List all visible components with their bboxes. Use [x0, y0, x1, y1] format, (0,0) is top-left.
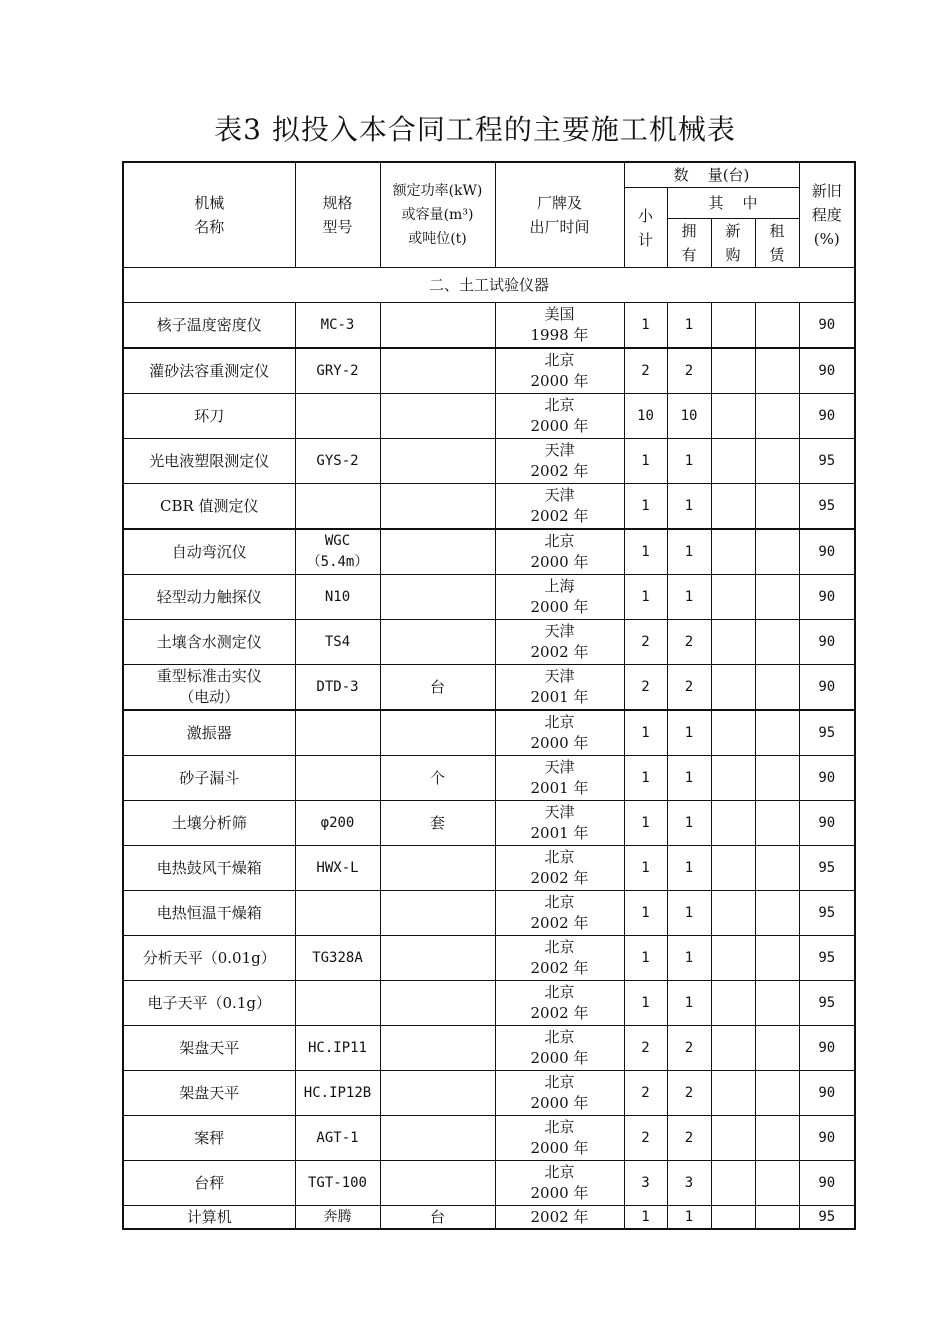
cell-condition: 90: [799, 801, 855, 846]
maker-origin: 北京: [544, 713, 575, 731]
cell-model: [295, 756, 380, 801]
cell-rent: [755, 1116, 799, 1161]
cell-power: [380, 1026, 495, 1071]
cell-maker: [495, 1071, 624, 1116]
cell-owned: 1: [667, 575, 711, 620]
page-title: 表3 拟投入本合同工程的主要施工机械表: [214, 113, 736, 146]
table-row: [123, 439, 855, 484]
cell-subtotal: 1: [624, 936, 667, 981]
cell-condition: 90: [799, 1161, 855, 1206]
cell-rent: [755, 665, 799, 711]
header-model: 规格 型号: [295, 162, 380, 268]
cell-maker: [495, 394, 624, 439]
cell-new-buy: [711, 1206, 755, 1230]
cell-new-buy: [711, 394, 755, 439]
cell-owned: 1: [667, 801, 711, 846]
cell-power: [380, 484, 495, 530]
cell-model: [295, 891, 380, 936]
maker-year: 2002 年: [530, 1208, 589, 1226]
header-rent: 租 赁: [755, 219, 799, 268]
cell-model: HC.IP11: [295, 1026, 380, 1071]
cell-model: [295, 394, 380, 439]
cell-maker: [495, 620, 624, 665]
cell-rent: [755, 756, 799, 801]
cell-rent: [755, 981, 799, 1026]
cell-power: [380, 981, 495, 1026]
maker-origin: 北京: [544, 1163, 575, 1181]
maker-year: 2002 年: [530, 869, 589, 887]
machinery-table: [122, 161, 856, 1230]
cell-name: 土壤含水测定仪: [123, 620, 295, 665]
cell-condition: 90: [799, 620, 855, 665]
cell-subtotal: 2: [624, 1026, 667, 1071]
maker-origin: 北京: [544, 1028, 575, 1046]
maker-year: 2000 年: [530, 553, 589, 571]
cell-power: [380, 1116, 495, 1161]
cell-owned: 2: [667, 1071, 711, 1116]
cell-rent: [755, 303, 799, 349]
cell-subtotal: 3: [624, 1161, 667, 1206]
cell-subtotal: 2: [624, 348, 667, 394]
maker-year: 2002 年: [530, 507, 589, 525]
header-power: 额定功率(kW) 或容量(m³) 或吨位(t): [380, 162, 495, 268]
cell-power: [380, 620, 495, 665]
cell-new-buy: [711, 1161, 755, 1206]
cell-condition: 90: [799, 1026, 855, 1071]
table-row: [123, 348, 855, 394]
table-row: [123, 394, 855, 439]
cell-subtotal: 2: [624, 665, 667, 711]
cell-owned: 10: [667, 394, 711, 439]
cell-model: TGT-100: [295, 1161, 380, 1206]
cell-condition: 90: [799, 665, 855, 711]
cell-maker: [495, 710, 624, 756]
cell-model: [295, 981, 380, 1026]
cell-owned: 2: [667, 620, 711, 665]
cell-condition: 95: [799, 981, 855, 1026]
cell-maker: [495, 891, 624, 936]
cell-rent: [755, 484, 799, 530]
cell-owned: 2: [667, 1026, 711, 1071]
cell-new-buy: [711, 891, 755, 936]
cell-name: 环刀: [123, 394, 295, 439]
maker-year: 2000 年: [530, 1139, 589, 1157]
cell-maker: [495, 575, 624, 620]
cell-model: HWX-L: [295, 846, 380, 891]
cell-power: [380, 1071, 495, 1116]
cell-maker: [495, 1026, 624, 1071]
cell-maker: [495, 303, 624, 349]
maker-origin: 美国: [544, 305, 575, 323]
cell-subtotal: 1: [624, 575, 667, 620]
maker-year: 2000 年: [530, 417, 589, 435]
cell-new-buy: [711, 575, 755, 620]
cell-subtotal: 1: [624, 846, 667, 891]
cell-model: TS4: [295, 620, 380, 665]
cell-condition: 90: [799, 529, 855, 575]
cell-model: N10: [295, 575, 380, 620]
cell-subtotal: 1: [624, 891, 667, 936]
cell-condition: 95: [799, 891, 855, 936]
maker-year: 2001 年: [530, 779, 589, 797]
maker-origin: 北京: [544, 351, 575, 369]
cell-maker: [495, 348, 624, 394]
cell-rent: [755, 1071, 799, 1116]
cell-owned: 1: [667, 981, 711, 1026]
cell-owned: 3: [667, 1161, 711, 1206]
cell-new-buy: [711, 1116, 755, 1161]
table-row: [123, 1071, 855, 1116]
cell-condition: 95: [799, 439, 855, 484]
maker-year: 2002 年: [530, 1004, 589, 1022]
cell-model: AGT-1: [295, 1116, 380, 1161]
cell-owned: 1: [667, 891, 711, 936]
cell-owned: 1: [667, 936, 711, 981]
cell-rent: [755, 936, 799, 981]
cell-power: [380, 936, 495, 981]
cell-maker: [495, 1161, 624, 1206]
cell-new-buy: [711, 981, 755, 1026]
cell-name: 灌砂法容重测定仪: [123, 348, 295, 394]
cell-power: [380, 575, 495, 620]
table-row: [123, 1116, 855, 1161]
cell-subtotal: 2: [624, 1116, 667, 1161]
cell-condition: 90: [799, 1071, 855, 1116]
cell-subtotal: 1: [624, 756, 667, 801]
cell-owned: 1: [667, 439, 711, 484]
cell-power: [380, 710, 495, 756]
cell-owned: 1: [667, 529, 711, 575]
cell-name: 激振器: [123, 710, 295, 756]
cell-power: [380, 846, 495, 891]
cell-model: GYS-2: [295, 439, 380, 484]
maker-year: 2000 年: [530, 1049, 589, 1067]
cell-maker: [495, 665, 624, 711]
cell-new-buy: [711, 348, 755, 394]
cell-power: 台: [380, 1206, 495, 1230]
cell-rent: [755, 801, 799, 846]
cell-condition: 95: [799, 484, 855, 530]
cell-maker: [495, 484, 624, 530]
cell-power: [380, 303, 495, 349]
cell-model: GRY-2: [295, 348, 380, 394]
cell-subtotal: 10: [624, 394, 667, 439]
cell-subtotal: 1: [624, 710, 667, 756]
cell-subtotal: 2: [624, 620, 667, 665]
table-row: [123, 936, 855, 981]
cell-power: [380, 1161, 495, 1206]
maker-year: 2000 年: [530, 1094, 589, 1112]
cell-maker: [495, 529, 624, 575]
cell-model: DTD-3: [295, 665, 380, 711]
cell-condition: 95: [799, 936, 855, 981]
cell-model: [295, 484, 380, 530]
table-row: [123, 710, 855, 756]
cell-maker: [495, 981, 624, 1026]
cell-model: WGC （5.4m）: [295, 529, 380, 575]
cell-owned: 2: [667, 348, 711, 394]
header-among: 其 中: [667, 188, 799, 219]
cell-name: 电热鼓风干燥箱: [123, 846, 295, 891]
maker-year: 2001 年: [530, 824, 589, 842]
cell-owned: 2: [667, 1116, 711, 1161]
cell-subtotal: 2: [624, 1071, 667, 1116]
cell-name: 砂子漏斗: [123, 756, 295, 801]
cell-new-buy: [711, 936, 755, 981]
cell-subtotal: 1: [624, 303, 667, 349]
header-owned: 拥 有: [667, 219, 711, 268]
maker-origin: 北京: [544, 848, 575, 866]
maker-origin: 北京: [544, 938, 575, 956]
cell-model: φ200: [295, 801, 380, 846]
maker-year: 2002 年: [530, 462, 589, 480]
cell-condition: 90: [799, 756, 855, 801]
cell-condition: 90: [799, 348, 855, 394]
header-qty: 数 量(台): [624, 162, 799, 188]
maker-origin: 北京: [544, 1073, 575, 1091]
maker-year: 2000 年: [530, 598, 589, 616]
table-row: [123, 575, 855, 620]
cell-model: 奔腾: [295, 1206, 380, 1230]
cell-rent: [755, 1026, 799, 1071]
cell-condition: 95: [799, 710, 855, 756]
cell-maker: [495, 1116, 624, 1161]
cell-model: TG328A: [295, 936, 380, 981]
cell-subtotal: 1: [624, 981, 667, 1026]
cell-rent: [755, 575, 799, 620]
table-row: [123, 801, 855, 846]
maker-year: 2002 年: [530, 959, 589, 977]
section-heading: 二、土工试验仪器: [123, 268, 855, 303]
cell-model: HC.IP12B: [295, 1071, 380, 1116]
cell-subtotal: 1: [624, 801, 667, 846]
cell-power: 台: [380, 665, 495, 711]
cell-maker: [495, 1206, 624, 1230]
maker-origin: 天津: [544, 667, 575, 685]
cell-owned: 1: [667, 484, 711, 530]
cell-name: 电子天平（0.1g）: [123, 981, 295, 1026]
cell-name: 自动弯沉仪: [123, 529, 295, 575]
cell-condition: 95: [799, 846, 855, 891]
maker-year: 2000 年: [530, 1184, 589, 1202]
header-condition: 新旧 程度 (%): [799, 162, 855, 268]
cell-condition: 90: [799, 394, 855, 439]
maker-origin: 北京: [544, 893, 575, 911]
cell-condition: 95: [799, 1206, 855, 1230]
cell-name: 轻型动力触探仪: [123, 575, 295, 620]
cell-new-buy: [711, 484, 755, 530]
cell-new-buy: [711, 846, 755, 891]
cell-model: MC-3: [295, 303, 380, 349]
cell-subtotal: 1: [624, 529, 667, 575]
cell-name: 电热恒温干燥箱: [123, 891, 295, 936]
cell-rent: [755, 620, 799, 665]
maker-year: 2000 年: [530, 734, 589, 752]
cell-name: 台秤: [123, 1161, 295, 1206]
table-row: [123, 846, 855, 891]
table-row: [123, 665, 855, 711]
cell-new-buy: [711, 665, 755, 711]
maker-origin: 天津: [544, 622, 575, 640]
cell-power: [380, 439, 495, 484]
cell-model: [295, 710, 380, 756]
cell-new-buy: [711, 303, 755, 349]
maker-origin: 北京: [544, 1118, 575, 1136]
maker-year: 2002 年: [530, 643, 589, 661]
cell-power: [380, 529, 495, 575]
maker-year: 2000 年: [530, 372, 589, 390]
table-row: [123, 303, 855, 349]
cell-new-buy: [711, 1026, 755, 1071]
cell-name: 分析天平（0.01g）: [123, 936, 295, 981]
table-row: [123, 891, 855, 936]
cell-power: [380, 394, 495, 439]
cell-rent: [755, 439, 799, 484]
maker-year: 2001 年: [530, 688, 589, 706]
cell-new-buy: [711, 529, 755, 575]
cell-subtotal: 1: [624, 1206, 667, 1230]
cell-power: [380, 348, 495, 394]
maker-year: 1998 年: [530, 326, 589, 344]
cell-power: 套: [380, 801, 495, 846]
cell-maker: [495, 756, 624, 801]
cell-maker: [495, 936, 624, 981]
cell-maker: [495, 439, 624, 484]
cell-name: 计算机: [123, 1206, 295, 1230]
cell-rent: [755, 348, 799, 394]
cell-new-buy: [711, 1071, 755, 1116]
header-subtotal: 小 计: [624, 188, 667, 268]
maker-origin: 天津: [544, 486, 575, 504]
cell-maker: [495, 846, 624, 891]
cell-rent: [755, 891, 799, 936]
maker-origin: 天津: [544, 758, 575, 776]
cell-name: 架盘天平: [123, 1071, 295, 1116]
cell-owned: 2: [667, 665, 711, 711]
cell-condition: 90: [799, 303, 855, 349]
table-row: [123, 620, 855, 665]
cell-owned: 1: [667, 846, 711, 891]
maker-year: 2002 年: [530, 914, 589, 932]
cell-owned: 1: [667, 756, 711, 801]
table-row: [123, 484, 855, 530]
cell-owned: 1: [667, 303, 711, 349]
cell-subtotal: 1: [624, 484, 667, 530]
cell-name: 架盘天平: [123, 1026, 295, 1071]
table-row: [123, 1161, 855, 1206]
cell-name: 重型标准击实仪 （电动）: [123, 665, 295, 711]
cell-name: 案秤: [123, 1116, 295, 1161]
cell-rent: [755, 710, 799, 756]
maker-origin: 上海: [544, 577, 575, 595]
table-row: [123, 1026, 855, 1071]
cell-power: 个: [380, 756, 495, 801]
cell-rent: [755, 529, 799, 575]
cell-new-buy: [711, 756, 755, 801]
cell-subtotal: 1: [624, 439, 667, 484]
table-row: [123, 1206, 855, 1230]
cell-new-buy: [711, 801, 755, 846]
cell-name: 核子温度密度仪: [123, 303, 295, 349]
cell-rent: [755, 394, 799, 439]
cell-condition: 90: [799, 575, 855, 620]
maker-origin: 北京: [544, 983, 575, 1001]
cell-maker: [495, 801, 624, 846]
cell-new-buy: [711, 710, 755, 756]
header-new-buy: 新 购: [711, 219, 755, 268]
cell-condition: 90: [799, 1116, 855, 1161]
cell-name: 土壤分析筛: [123, 801, 295, 846]
cell-new-buy: [711, 620, 755, 665]
cell-power: [380, 891, 495, 936]
header-name: 机械 名称: [123, 162, 295, 268]
header-maker: 厂牌及 出厂时间: [495, 162, 624, 268]
table-row: [123, 529, 855, 575]
cell-name: CBR 值测定仪: [123, 484, 295, 530]
maker-origin: 天津: [544, 441, 575, 459]
cell-rent: [755, 1161, 799, 1206]
cell-owned: 1: [667, 710, 711, 756]
cell-owned: 1: [667, 1206, 711, 1230]
maker-origin: 天津: [544, 803, 575, 821]
maker-origin: 北京: [544, 396, 575, 414]
cell-name: 光电液塑限测定仪: [123, 439, 295, 484]
cell-rent: [755, 1206, 799, 1230]
maker-origin: 北京: [544, 532, 575, 550]
table-row: [123, 981, 855, 1026]
cell-rent: [755, 846, 799, 891]
cell-new-buy: [711, 439, 755, 484]
table-row: [123, 756, 855, 801]
